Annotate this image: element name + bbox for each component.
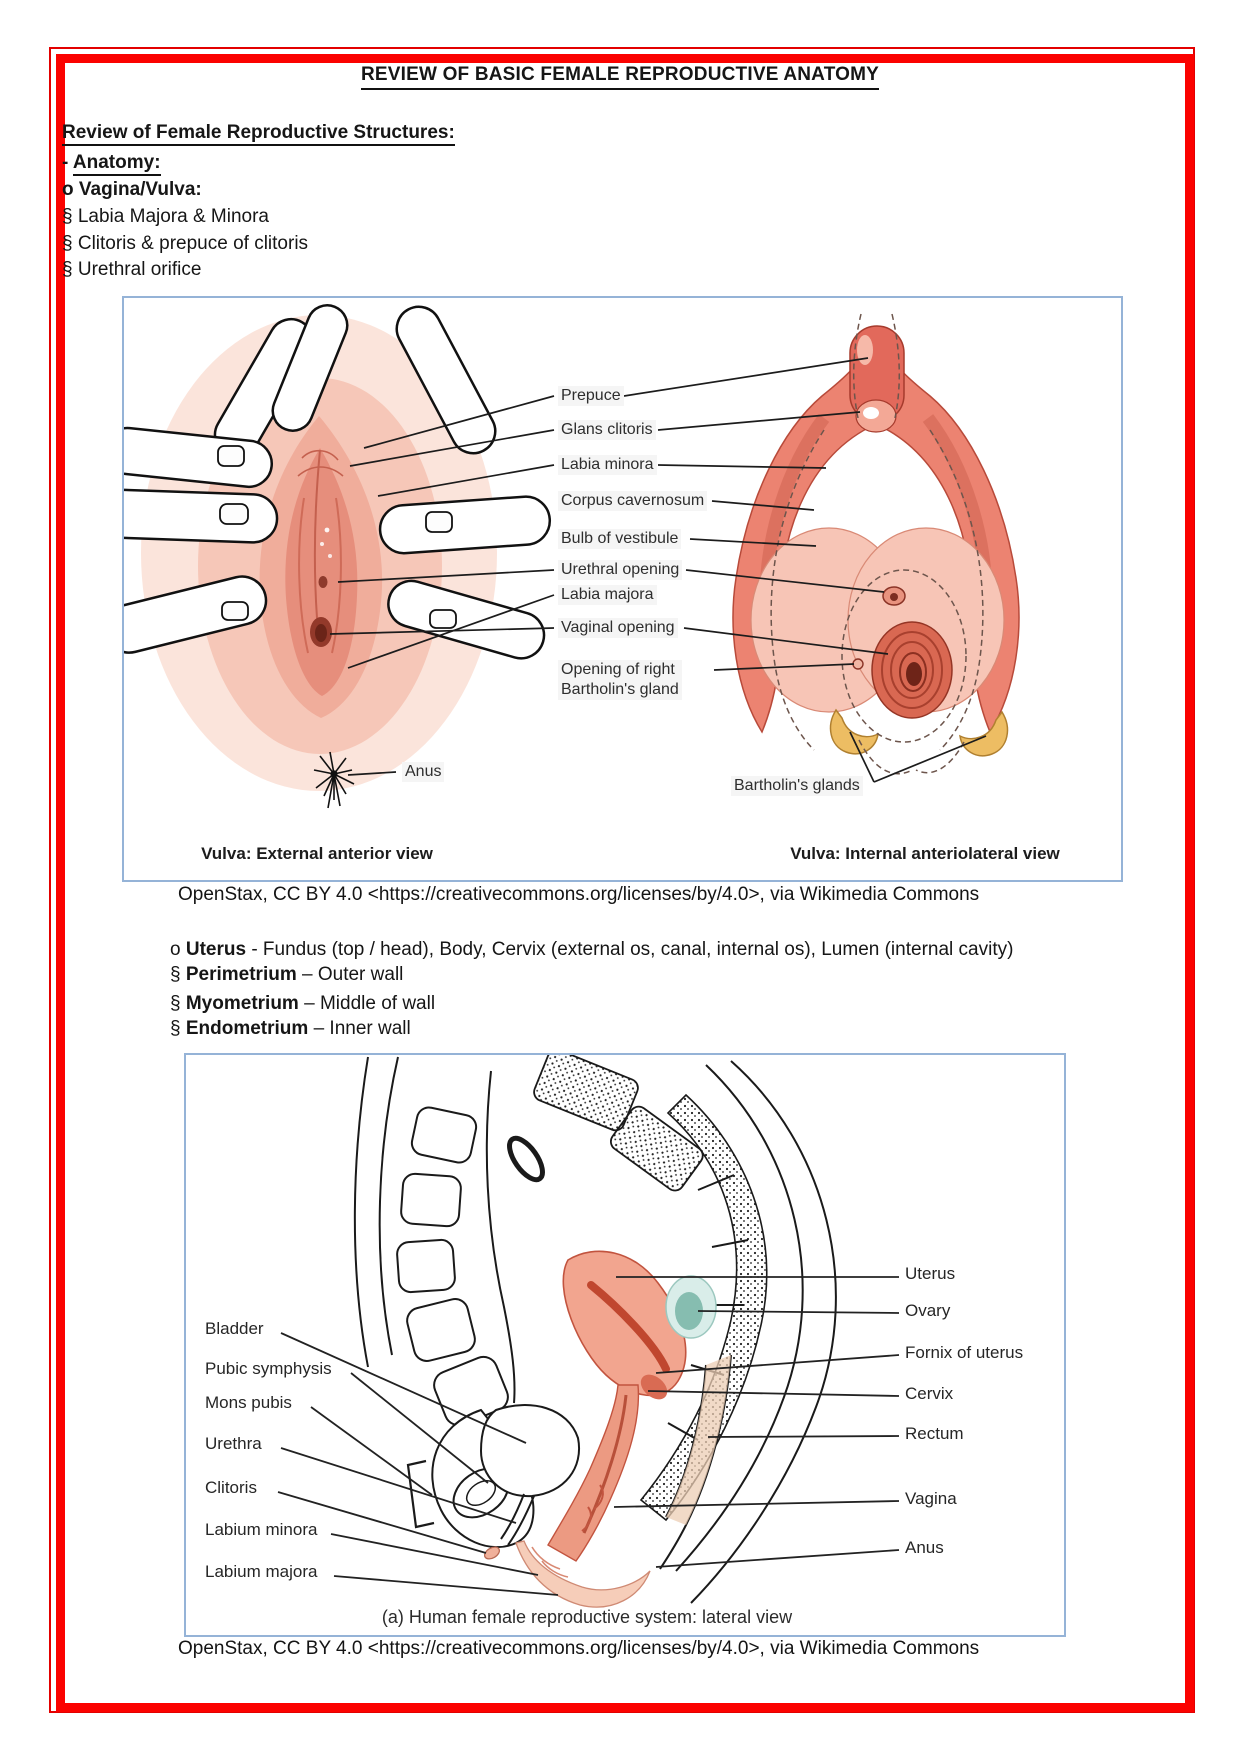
fig2-label-anus: Anus [905,1538,944,1557]
fig1-label-bartholin-opening: Opening of right Bartholin's gland [558,660,682,700]
page-title-text: REVIEW OF BASIC FEMALE REPRODUCTIVE ANATOMY [361,64,879,90]
uterus-bullet-myometrium: § Myometrium – Middle of wall [170,993,436,1014]
fig1-label-corpus-cavernosum: Corpus cavernosum [558,491,707,511]
fig1-caption-external: Vulva: External anterior view [201,844,433,863]
uterus-drawing [563,1251,685,1404]
fig1-label-bartholins-glands: Bartholin's glands [731,776,863,796]
page-title [65,64,1175,90]
fig2-label-clitoris: Clitoris [205,1478,257,1497]
fig2-label-urethra: Urethra [205,1434,262,1453]
ovary-drawing [666,1276,716,1338]
fig1-label-anus: Anus [402,762,444,782]
fig1-label-bulb-of-vestibule: Bulb of vestibule [558,529,681,549]
fig1-label-urethral-opening: Urethral opening [558,560,682,580]
intro-bullet-2: § Clitoris & prepuce of clitoris [62,233,309,254]
fig1-caption-internal: Vulva: Internal anteriolateral view [790,844,1060,863]
fig2-label-mons-pubis: Mons pubis [205,1393,292,1412]
fig1-label-prepuce: Prepuce [558,386,624,406]
fig2-label-vagina: Vagina [905,1489,957,1508]
attribution-figure2: OpenStax, CC BY 4.0 <https://creativecommons.org/licenses/by/4.0>, via Wikimedia Commons [178,1638,980,1659]
fig2-label-rectum: Rectum [905,1424,964,1443]
fig2-label-labium-majora: Labium majora [205,1562,318,1581]
intro-anatomy-line: - Anatomy: [62,152,161,174]
fig2-label-fornix-of-uterus: Fornix of uterus [905,1343,1024,1362]
fig1-label-vaginal-opening: Vaginal opening [558,618,678,638]
intro-bullet-3: § Urethral orifice [62,259,202,280]
figure-vulva [122,296,1123,882]
fig1-label-labia-minora: Labia minora [558,455,657,475]
fig2-label-bladder: Bladder [205,1319,264,1338]
uterus-bullet-perimetrium: § Perimetrium – Outer wall [170,964,404,985]
fig2-caption: (a) Human female reproductive system: lateral view [381,1607,793,1627]
fig1-label-labia-majora: Labia majora [558,585,657,605]
intro-bullet-1: § Labia Majora & Minora [62,206,269,227]
fig2-label-labium-minora: Labium minora [205,1520,318,1539]
fig2-label-cervix: Cervix [905,1384,954,1403]
intro-vulva-line: o Vagina/Vulva: [62,179,202,200]
fig2-label-uterus: Uterus [905,1264,956,1283]
figure-sagittal [184,1053,1066,1637]
uterus-line: o Uterus - Fundus (top / head), Body, Cervix (external os, canal, internal os), Lumen (internal cavity) [170,939,1014,960]
fig2-label-ovary: Ovary [905,1301,951,1320]
intro-heading: Review of Female Reproductive Structures: [62,122,455,144]
fig2-label-pubic-symphysis: Pubic symphysis [205,1359,332,1378]
fig1-label-glans-clitoris: Glans clitoris [558,420,656,440]
uterus-bullet-endometrium: § Endometrium – Inner wall [170,1018,411,1039]
vulva-external-drawing [124,299,551,808]
attribution-figure1: OpenStax, CC BY 4.0 <https://creativecommons.org/licenses/by/4.0>, via Wikimedia Commons [178,884,980,905]
